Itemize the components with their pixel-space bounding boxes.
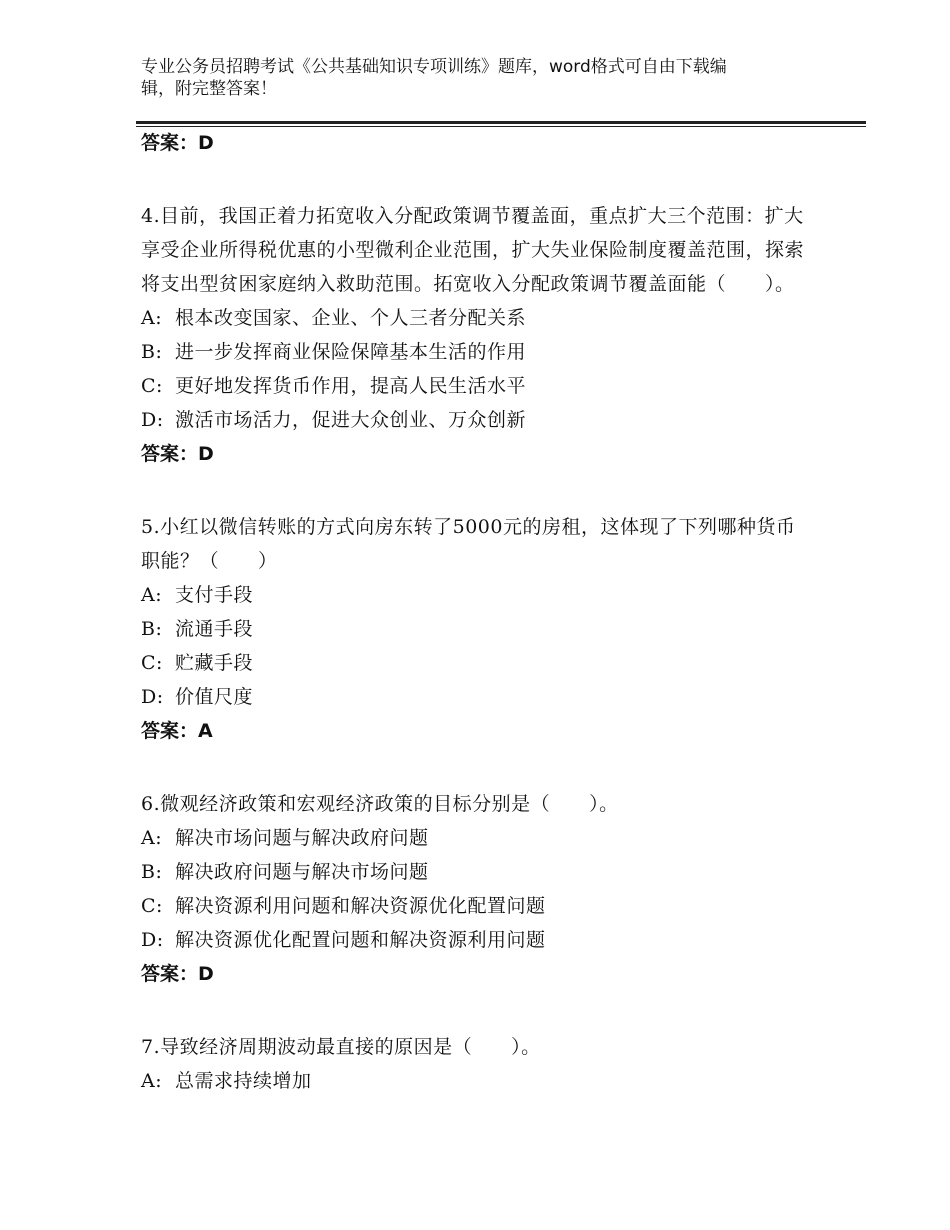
option-key: D: — [141, 409, 164, 431]
question-stem: 6.微观经济政策和宏观经济政策的目标分别是（ ）。 — [141, 793, 619, 815]
option-a — [141, 301, 811, 335]
option-a — [141, 821, 811, 855]
header-line-1: 专业公务员招聘考试《公共基础知识专项训练》题库，word格式可自由下载编 — [141, 57, 727, 77]
option-a — [141, 1064, 811, 1098]
option-text: 解决资源优化配置问题和解决资源利用问题 — [175, 929, 546, 951]
question-stem: 4.目前，我国正着力拓宽收入分配政策调节覆盖面，重点扩大三个范围：扩大享受企业所得税优惠的小型微利企业范围，扩大失业保险制度覆盖范围，探索将支出型贫困家庭纳入救助范围。拓宽收入分配政策调节覆盖面能（ ）。 — [141, 205, 805, 295]
option-text: 解决资源利用问题和解决资源优化配置问题 — [175, 895, 546, 917]
question-4 — [141, 199, 811, 471]
option-text: 总需求持续增加 — [175, 1070, 312, 1092]
option-b — [141, 855, 811, 889]
option-c — [141, 369, 811, 403]
option-key: C: — [141, 895, 163, 917]
option-text: 贮藏手段 — [175, 652, 254, 674]
option-d — [141, 680, 811, 714]
option-c — [141, 646, 811, 680]
option-key: C: — [141, 652, 163, 674]
answer-label: 答案：D — [141, 443, 214, 465]
question-stem: 5.小红以微信转账的方式向房东转了5000元的房租，这体现了下列哪种货币职能？（ ） — [141, 516, 796, 572]
option-d — [141, 403, 811, 437]
option-key: D: — [141, 686, 164, 708]
option-text: 流通手段 — [175, 618, 254, 640]
page-header — [141, 56, 801, 100]
option-text: 激活市场活力，促进大众创业、万众创新 — [175, 409, 527, 431]
option-text: 更好地发挥货币作用，提高人民生活水平 — [175, 375, 527, 397]
question-5 — [141, 510, 811, 748]
option-key: A: — [141, 307, 163, 329]
header-divider-thick — [136, 121, 866, 124]
question-6 — [141, 787, 811, 991]
answer-label: 答案：D — [141, 132, 214, 154]
option-text: 支付手段 — [175, 584, 254, 606]
header-line-2: 辑，附完整答案！ — [141, 79, 277, 99]
option-c — [141, 889, 811, 923]
option-key: D: — [141, 929, 164, 951]
option-key: A: — [141, 827, 163, 849]
option-key: C: — [141, 375, 163, 397]
option-b — [141, 612, 811, 646]
question-7 — [141, 1030, 811, 1098]
option-key: B: — [141, 618, 163, 640]
option-d — [141, 923, 811, 957]
document-body — [141, 126, 811, 1098]
option-key: A: — [141, 1070, 163, 1092]
option-text: 解决政府问题与解决市场问题 — [175, 861, 429, 883]
option-key: B: — [141, 861, 163, 883]
option-key: B: — [141, 341, 163, 363]
option-key: A: — [141, 584, 163, 606]
option-text: 解决市场问题与解决政府问题 — [175, 827, 429, 849]
option-a — [141, 578, 811, 612]
question-stem: 7.导致经济周期波动最直接的原因是（ ）。 — [141, 1036, 541, 1058]
option-b — [141, 335, 811, 369]
answer-label: 答案：A — [141, 720, 213, 742]
answer-label: 答案：D — [141, 963, 214, 985]
option-text: 进一步发挥商业保险保障基本生活的作用 — [175, 341, 527, 363]
option-text: 价值尺度 — [175, 686, 254, 708]
option-text: 根本改变国家、企业、个人三者分配关系 — [175, 307, 527, 329]
